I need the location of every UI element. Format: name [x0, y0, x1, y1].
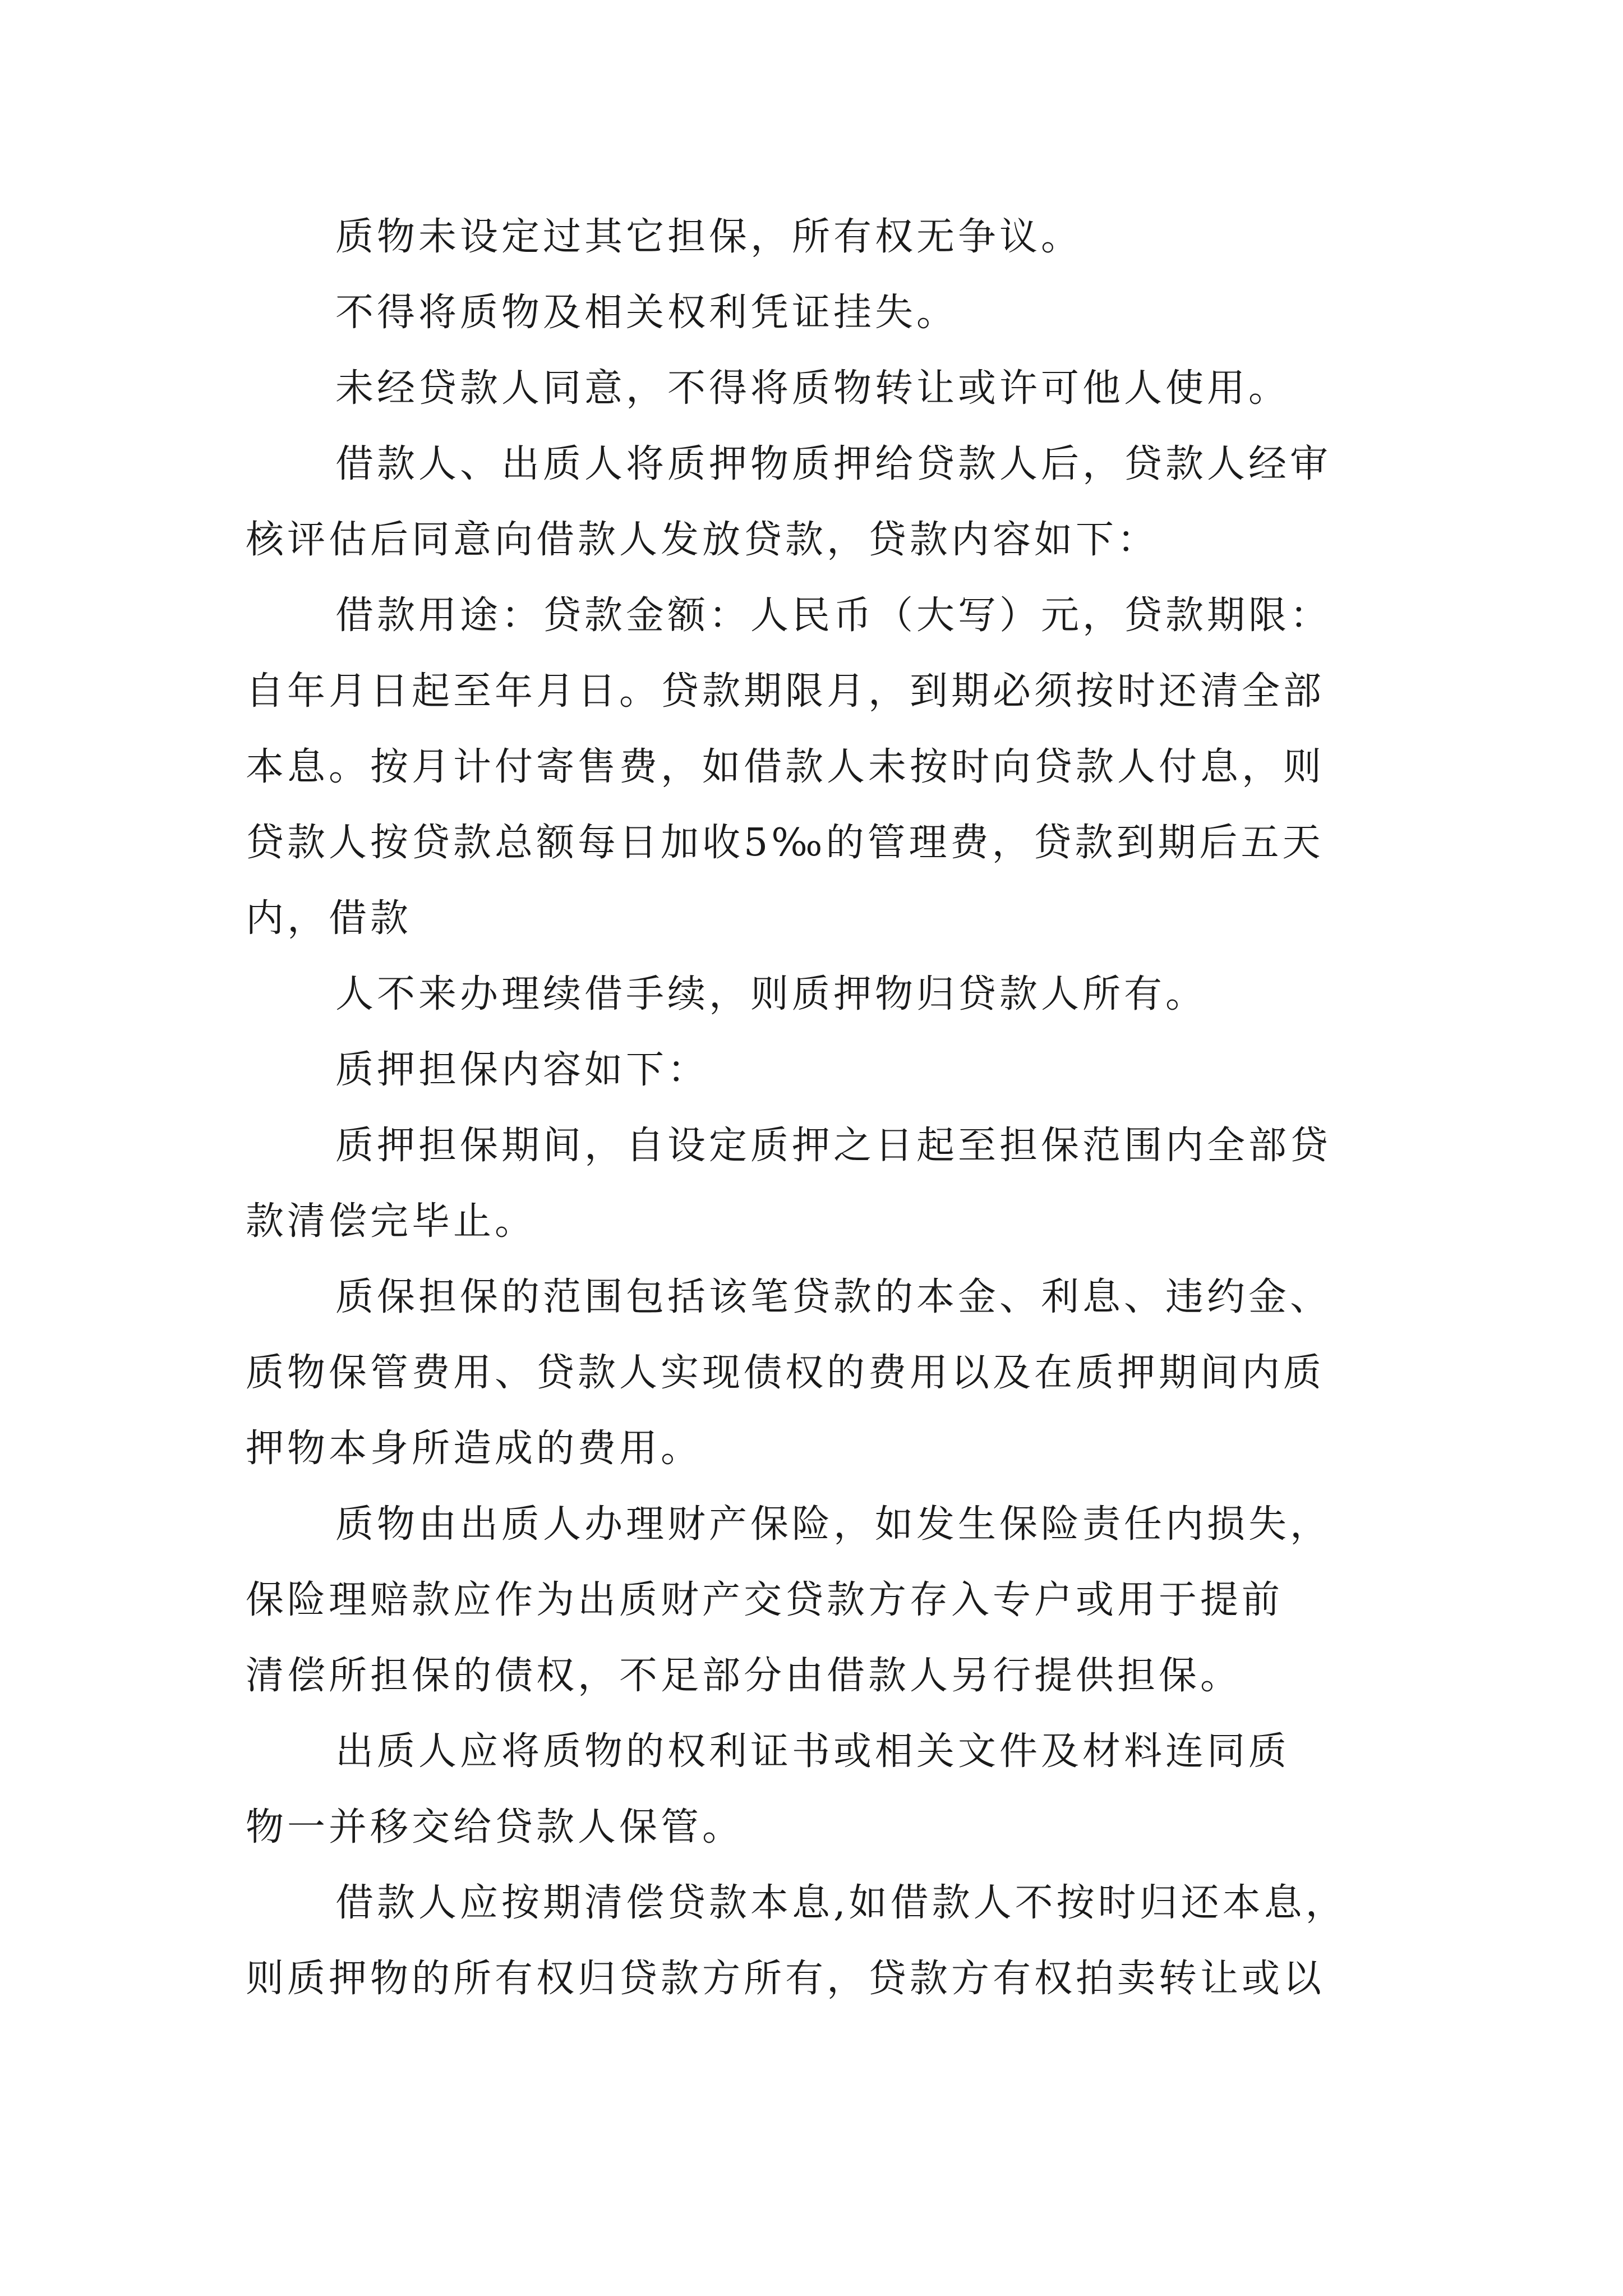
text-line: 未经贷款人同意，不得将质物转让或许可他人使用。	[335, 366, 1290, 411]
document-body	[246, 199, 1395, 2017]
text-line: 押物本身所造成的费用。	[246, 1427, 703, 1471]
text-line: 质押担保内容如下：	[335, 1048, 709, 1092]
text-line: 则质押物的所有权归贷款方所有，贷款方有权拍卖转让或以	[246, 1957, 1325, 2001]
text-line: 质物未设定过其它担保，所有权无争议。	[335, 215, 1083, 259]
text-line: 核评估后同意向借款人发放贷款，贷款内容如下：	[246, 518, 1159, 562]
text-line: 本息。按月计付寄售费，如借款人未按时向贷款人付息，则	[246, 745, 1325, 789]
text-line: 质物保管费用、贷款人实现债权的费用以及在质押期间内质	[246, 1351, 1325, 1395]
text-line: 借款用途：贷款金额：人民币（大写）元，贷款期限：	[335, 593, 1332, 638]
text-line: 人不来办理续借手续，则质押物归贷款人所有。	[335, 972, 1207, 1016]
text-line: 款清偿完毕止。	[246, 1199, 537, 1244]
text-line: 借款人、出质人将质押物质押给贷款人后，贷款人经审	[335, 442, 1332, 486]
text-line: 贷款人按贷款总额每日加收5‰的管理费，贷款到期后五天	[246, 821, 1324, 865]
text-line: 物一并移交给贷款人保管。	[246, 1805, 744, 1849]
text-line: 借款人应按期清偿贷款本息,如借款人不按时归还本息，	[335, 1881, 1347, 1925]
text-line: 不得将质物及相关权利凭证挂失。	[335, 291, 958, 335]
text-line: 清偿所担保的债权，不足部分由借款人另行提供担保。	[246, 1654, 1242, 1698]
text-line: 质物由出质人办理财产保险，如发生保险责任内损失，	[335, 1502, 1332, 1547]
text-line: 质保担保的范围包括该笔贷款的本金、利息、违约金、	[335, 1275, 1332, 1319]
text-line: 质押担保期间，自设定质押之日起至担保范围内全部贷	[335, 1124, 1332, 1168]
text-line: 自年月日起至年月日。贷款期限月，到期必须按时还清全部	[246, 669, 1325, 714]
text-line: 出质人应将质物的权利证书或相关文件及材料连同质	[335, 1729, 1290, 1774]
text-line: 保险理赔款应作为出质财产交贷款方存入专户或用于提前	[246, 1578, 1284, 1622]
text-line: 内，借款	[246, 896, 412, 941]
